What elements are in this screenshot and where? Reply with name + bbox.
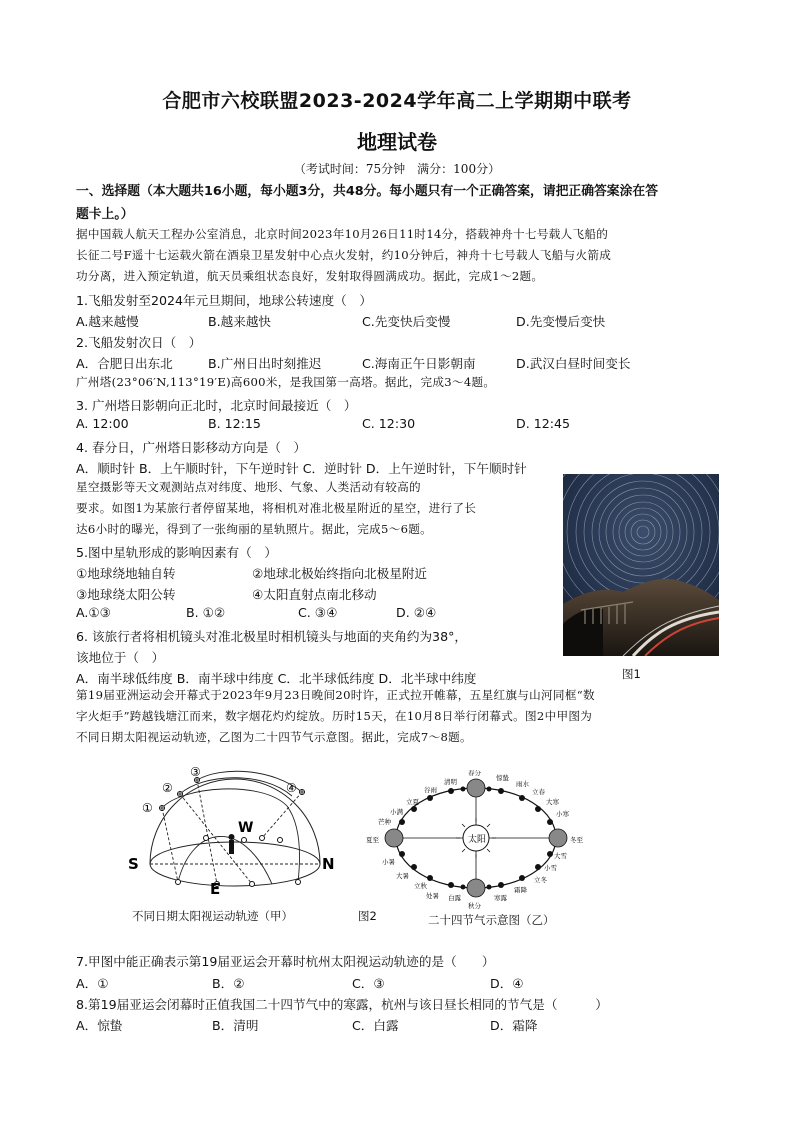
q3-option-b[interactable]: B. 12:15	[208, 416, 261, 431]
question-5-stem: 5.图中星轨形成的影响因素有（ ）	[76, 545, 277, 560]
q8-option-d[interactable]: D．霜降	[490, 1018, 538, 1033]
q7-option-b[interactable]: B．②	[212, 976, 245, 991]
term-chunfen: 春分	[468, 770, 481, 777]
question-2-stem: 2.飞船发射次日（ ）	[76, 335, 202, 350]
q2-option-d[interactable]: D.武汉白昼时间变长	[516, 356, 631, 371]
q1-option-b[interactable]: B.越来越快	[208, 314, 272, 329]
fig2-caption: 图2	[358, 909, 377, 923]
term-xiaohan: 小寒	[556, 810, 569, 818]
q5-option-d[interactable]: D. ②④	[396, 605, 437, 620]
term-xiaoman: 小满	[390, 808, 403, 816]
sun-path-diagram	[122, 756, 348, 896]
q5-item: ①地球绕地轴自转	[76, 566, 176, 581]
q5-option-c[interactable]: C. ③④	[298, 605, 338, 620]
q7-option-a[interactable]: A．①	[76, 976, 109, 991]
question-8-stem: 8.第19届亚运会闭幕时正值我国二十四节气中的寒露，杭州与该日昼长相同的节气是（ ）	[76, 997, 608, 1012]
q2-option-c[interactable]: C.海南正午日影朝南	[362, 356, 476, 371]
term-yushui: 雨水	[516, 780, 529, 788]
term-dongzhi: 冬至	[570, 836, 583, 844]
term-dashu: 大暑	[396, 872, 409, 880]
q7-option-d[interactable]: D．④	[490, 976, 524, 991]
term-hanlu: 寒露	[494, 894, 507, 902]
q2-option-b[interactable]: B.广州日出时刻推迟	[208, 356, 322, 371]
q5-item: ②地球北极始终指向北极星附近	[252, 566, 428, 581]
q7-option-c[interactable]: C．③	[352, 976, 385, 991]
q3-option-c[interactable]: C. 12:30	[362, 416, 416, 431]
dir-s-label: S	[128, 855, 139, 873]
q8-option-a[interactable]: A．惊蛰	[76, 1018, 123, 1033]
fig2-mark-1: ①	[142, 801, 153, 815]
exam-subject: 地理试卷	[357, 130, 437, 154]
term-lixia: 立夏	[406, 798, 419, 806]
fig2-mark-4: ④	[286, 781, 297, 795]
term-lidong: 立冬	[534, 876, 547, 884]
term-shuangjiang: 霜降	[514, 886, 527, 894]
q8-option-b[interactable]: B．清明	[212, 1018, 259, 1033]
passage3-line: 星空摄影等天文观测站点对纬度、地形、气象、人类活动有较高的	[76, 480, 421, 494]
q5-option-b[interactable]: B. ①②	[186, 605, 226, 620]
q1-option-d[interactable]: D.先变慢后变快	[516, 314, 606, 329]
term-jingzhe: 惊蛰	[496, 774, 509, 782]
q2-option-a[interactable]: A．合肥日出东北	[76, 356, 173, 371]
passage4-line: 字火炬手”跨越钱塘江而来，数字烟花灼灼绽放。历时15天，在10月8日举行闭幕式。图2中甲图为	[76, 709, 593, 723]
section-heading-line1: 一、选择题（本大题共16小题，每小题3分，共48分。每小题只有一个正确答案，请把正确答案涂在答	[76, 184, 658, 199]
term-qingming: 清明	[444, 778, 457, 786]
q5-option-a[interactable]: A.①③	[76, 605, 111, 620]
q1-option-c[interactable]: C.先变快后变慢	[362, 314, 451, 329]
term-mangzhong: 芒种	[378, 818, 391, 826]
passage1-line: 功分离，进入预定轨道，航天员乘组状态良好，发射取得圆满成功。据此，完成1～2题。	[76, 269, 544, 283]
term-chushu: 处暑	[426, 892, 439, 900]
question-1-stem: 1.飞船发射至2024年元旦期间，地球公转速度（ ）	[76, 293, 372, 308]
term-lichun: 立春	[532, 788, 545, 796]
term-daxue: 大雪	[554, 852, 567, 860]
dir-n-label: N	[322, 855, 335, 873]
question-4-stem: 4. 春分日，广州塔日影移动方向是（ ）	[76, 440, 307, 455]
solar-terms-diagram	[364, 770, 586, 910]
q5-item: ④太阳直射点南北移动	[252, 587, 377, 602]
q8-option-c[interactable]: C．白露	[352, 1018, 399, 1033]
q4-options[interactable]: A．顺时针 B．上午顺时针，下午逆时针 C．逆时针 D．上午逆时针，下午顺时针	[76, 461, 527, 476]
passage4-line: 第19届亚洲运动会开幕式于2023年9月23日晚间20时许，正式拉开帷幕，五星红旗与山河同框“数	[76, 688, 595, 702]
term-guyu: 谷雨	[424, 786, 437, 794]
dir-w-label: W	[238, 820, 254, 836]
question-6-stem-cont: 该地位于（ ）	[76, 650, 165, 665]
term-xiazhi: 夏至	[366, 836, 379, 844]
q1-option-a[interactable]: A.越来越慢	[76, 314, 139, 329]
term-xiaoxue: 小雪	[544, 864, 557, 872]
passage1-line: 据中国载人航天工程办公室消息，北京时间2023年10月26日11时14分，搭载神舟十七号载人飞船的	[76, 227, 609, 241]
figure-1-caption: 图1	[622, 667, 641, 681]
section-heading-line2: 题卡上。）	[76, 207, 134, 222]
term-liqiu: 立秋	[414, 882, 427, 890]
term-qiufen: 秋分	[468, 902, 481, 910]
term-bailu: 白露	[448, 894, 461, 902]
passage1-line: 长征二号F遥十七运载火箭在酒泉卫星发射中心点火发射，约10分钟后，神舟十七号载人飞船与火箭成	[76, 248, 612, 262]
passage2: 广州塔(23°06′N,113°19′E)高600米，是我国第一高塔。据此，完成3～4题。	[76, 375, 496, 389]
passage4-line: 不同日期太阳视运动轨迹，乙图为二十四节气示意图。据此，完成7～8题。	[76, 730, 472, 744]
q6-options[interactable]: A．南半球低纬度 B．南半球中纬度 C．北半球低纬度 D．北半球中纬度	[76, 671, 477, 686]
q5-item: ③地球绕太阳公转	[76, 587, 176, 602]
question-6-stem: 6. 该旅行者将相机镜头对准北极星时相机镜头与地面的夹角约为38°，	[76, 629, 467, 644]
sun-label: 太阳	[468, 835, 487, 845]
question-7-stem: 7.甲图中能正确表示第19届亚运会开幕时杭州太阳视运动轨迹的是（ ）	[76, 954, 495, 969]
question-3-stem: 3. 广州塔日影朝向正北时，北京时间最接近（ ）	[76, 398, 357, 413]
fig2-mark-3: ③	[190, 765, 201, 779]
term-dahan: 大寒	[546, 798, 559, 806]
term-xiaoshu: 小暑	[382, 858, 395, 866]
q3-option-d[interactable]: D. 12:45	[516, 416, 570, 431]
fig2-left-caption: 不同日期太阳视运动轨迹（甲）	[132, 909, 293, 923]
passage3-line: 要求。如图1为某旅行者停留某地，将相机对准北极星附近的星空，进行了长	[76, 501, 477, 515]
exam-info: （考试时间：75分钟 满分：100分）	[293, 162, 501, 176]
fig2-mark-2: ②	[162, 781, 173, 795]
passage3-line: 达6小时的曝光，得到了一张绚丽的星轨照片。据此，完成5～6题。	[76, 522, 433, 536]
q3-option-a[interactable]: A. 12:00	[76, 416, 129, 431]
fig2-right-caption: 二十四节气示意图（乙）	[428, 913, 555, 927]
star-trail-photo	[563, 474, 719, 656]
exam-title: 合肥市六校联盟2023-2024学年高二上学期期中联考	[162, 90, 632, 112]
dir-e-label: E	[210, 880, 221, 896]
